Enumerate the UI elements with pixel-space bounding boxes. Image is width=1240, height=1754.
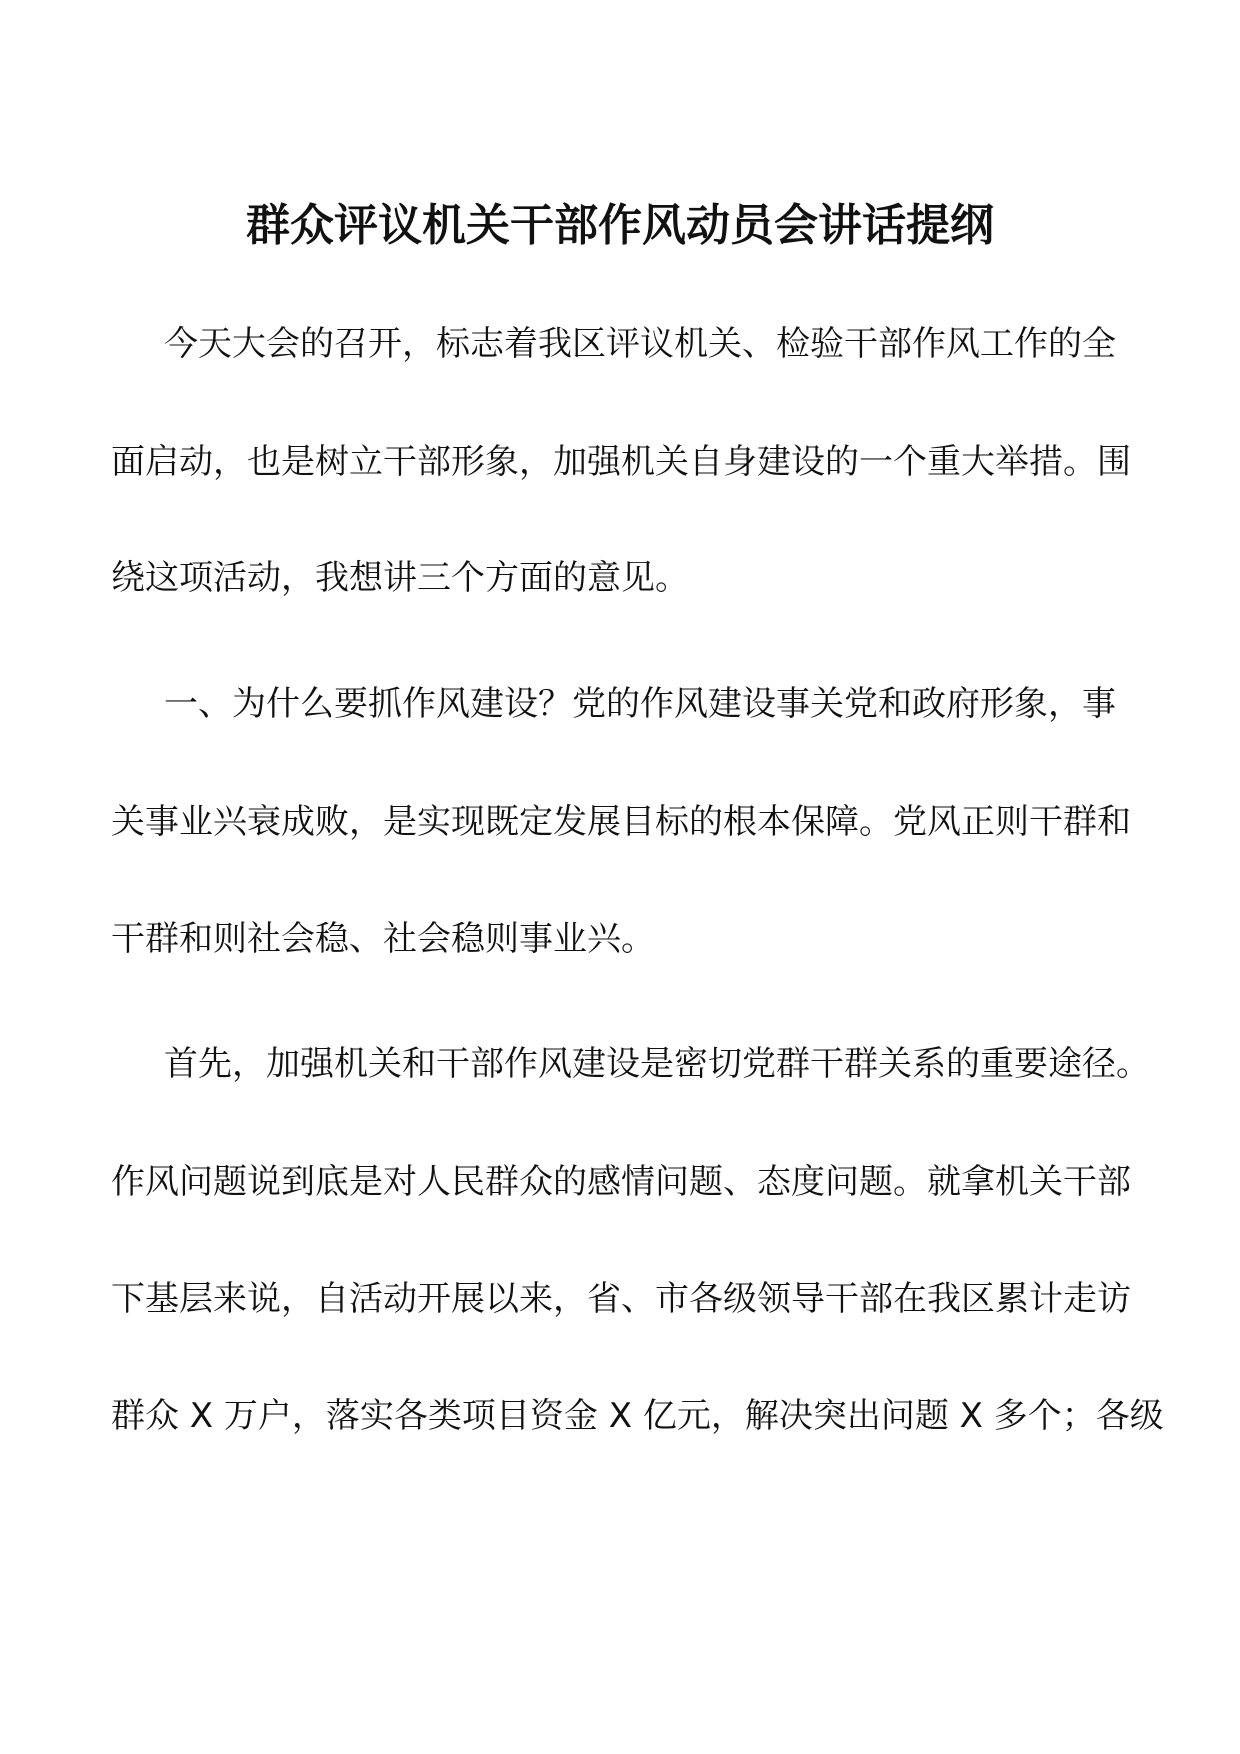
- text-line: [0, 1388, 1240, 1444]
- text-line-content: 面启动，也是树立干部形象，加强机关自身建设的一个重大举措。围: [111, 442, 1131, 482]
- text-line: [0, 434, 1240, 490]
- text-line-content: 今天大会的召开，标志着我区评议机关、检验干部作风工作的全: [164, 324, 1116, 364]
- text-line: [0, 1036, 1240, 1092]
- text-line-content: 干群和则社会稳、社会稳则事业兴。: [111, 919, 655, 959]
- text-line-content: 群众 X 万户，落实各类项目资金 X 亿元，解决突出问题 X 多个；各级: [111, 1396, 1164, 1436]
- text-line: [0, 316, 1240, 372]
- text-line: [0, 676, 1240, 732]
- text-line: [0, 1271, 1240, 1327]
- text-line-content: 作风问题说到底是对人民群众的感情问题、态度问题。就拿机关干部: [111, 1162, 1131, 1202]
- text-line-content: 关事业兴衰成败，是实现既定发展目标的根本保障。党风正则干群和: [111, 802, 1131, 842]
- text-line: [0, 1154, 1240, 1210]
- document-title: 群众评议机关干部作风动员会讲话提纲: [246, 200, 994, 251]
- text-line: [0, 550, 1240, 606]
- text-line-content: 绕这项活动，我想讲三个方面的意见。: [111, 558, 689, 598]
- text-line: [0, 794, 1240, 850]
- text-line: [0, 911, 1240, 967]
- text-line-content: 首先，加强机关和干部作风建设是密切党群干群关系的重要途径。: [164, 1044, 1150, 1084]
- text-line-content: 下基层来说，自活动开展以来，省、市各级领导干部在我区累计走访: [111, 1279, 1131, 1319]
- text-line-content: 一、为什么要抓作风建设？党的作风建设事关党和政府形象，事: [164, 684, 1116, 724]
